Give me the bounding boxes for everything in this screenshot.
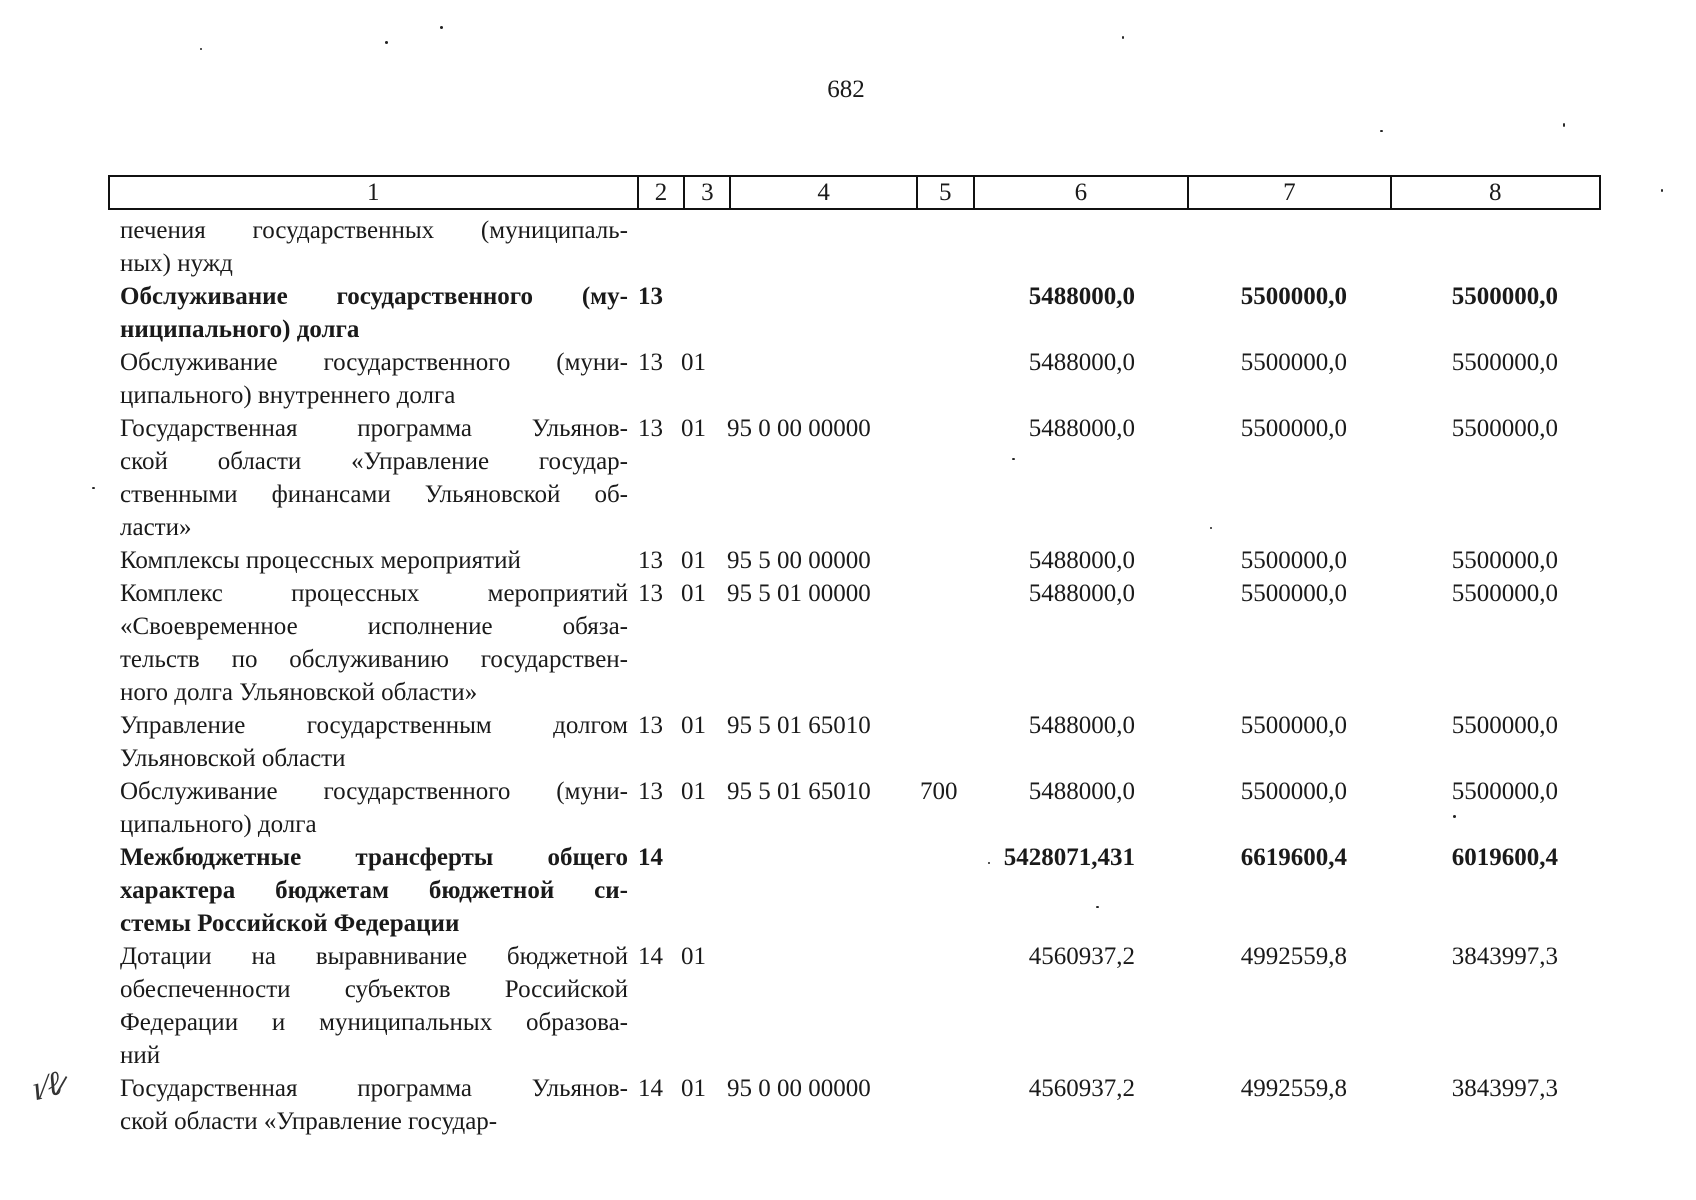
scan-speck bbox=[1563, 123, 1565, 127]
row-name-line: Управление государственным долгом bbox=[120, 712, 628, 739]
row-name-line: характера бюджетам бюджетной си- bbox=[120, 877, 628, 904]
row-name bbox=[108, 1072, 628, 1138]
target-article-code: 95 0 00 00000 bbox=[727, 1075, 871, 1102]
row-name-line: ных) нужд bbox=[120, 250, 233, 277]
row-name bbox=[108, 346, 628, 412]
table-body bbox=[108, 214, 1601, 1138]
value-col-8: 5500000,0 bbox=[1451, 349, 1558, 376]
header-col-7: 7 bbox=[1189, 177, 1391, 208]
target-article-code: 95 5 01 65010 bbox=[727, 712, 871, 739]
value-col-6: 5428071,431 bbox=[1003, 844, 1135, 871]
row-name-line: Межбюджетные трансферты общего bbox=[120, 844, 628, 871]
table-row bbox=[108, 412, 1601, 544]
row-name bbox=[108, 544, 628, 577]
value-col-7: 5500000,0 bbox=[1240, 349, 1347, 376]
row-name-line: Комплекс процессных мероприятий bbox=[120, 580, 628, 607]
row-name-line: ской области «Управление государ- bbox=[120, 1108, 498, 1135]
value-col-6: 5488000,0 bbox=[1028, 349, 1135, 376]
value-col-7: 5500000,0 bbox=[1240, 415, 1347, 442]
value-col-7: 5500000,0 bbox=[1240, 580, 1347, 607]
value-col-7: 6619600,4 bbox=[1240, 844, 1347, 871]
value-col-8: 5500000,0 bbox=[1451, 778, 1558, 805]
value-col-6: 4560937,2 bbox=[1028, 943, 1135, 970]
header-col-5: 5 bbox=[918, 177, 975, 208]
value-col-7: 5500000,0 bbox=[1240, 283, 1347, 310]
scan-speck bbox=[1012, 458, 1015, 460]
value-col-6: 5488000,0 bbox=[1028, 580, 1135, 607]
value-col-8: 5500000,0 bbox=[1451, 580, 1558, 607]
row-name-line: ниципального) долга bbox=[120, 316, 360, 343]
row-name-line: ного долга Ульяновской области» bbox=[120, 679, 478, 706]
scan-speck bbox=[440, 26, 443, 29]
expense-type-code bbox=[918, 1072, 975, 1138]
row-name-line: Федерации и муниципальных образова- bbox=[120, 1009, 628, 1036]
row-name-line: Комплексы процессных мероприятий bbox=[120, 547, 521, 574]
row-name bbox=[108, 412, 628, 544]
header-col-2: 2 bbox=[639, 177, 686, 208]
row-name-line: ласти» bbox=[120, 514, 192, 541]
row-name bbox=[108, 841, 628, 940]
value-col-6: 5488000,0 bbox=[1028, 547, 1135, 574]
subsection-code: 01 bbox=[681, 778, 706, 805]
row-name-line: ципального) долга bbox=[120, 811, 317, 838]
table-row bbox=[108, 577, 1601, 709]
row-name-line: стемы Российской Федерации bbox=[120, 910, 460, 937]
section-code bbox=[628, 214, 675, 280]
row-name bbox=[108, 940, 628, 1072]
expense-type-code bbox=[918, 940, 975, 1072]
section-code: 13 bbox=[638, 547, 663, 574]
target-article-code bbox=[721, 841, 918, 940]
value-col-8: 5500000,0 bbox=[1451, 712, 1558, 739]
value-col-6 bbox=[975, 214, 1190, 280]
row-name-line: ской области «Управление государ- bbox=[120, 448, 628, 475]
row-name-line: ственными финансами Ульяновской об- bbox=[120, 481, 628, 508]
scan-speck bbox=[1453, 815, 1456, 818]
expense-type-code bbox=[918, 346, 975, 412]
expense-type-code bbox=[918, 709, 975, 775]
subsection-code: 01 bbox=[681, 712, 706, 739]
subsection-code: 01 bbox=[681, 1075, 706, 1102]
scan-speck bbox=[1380, 130, 1383, 132]
page-number: 682 bbox=[827, 76, 865, 103]
target-article-code: 95 0 00 00000 bbox=[727, 415, 871, 442]
target-article-code: 95 5 00 00000 bbox=[727, 547, 871, 574]
subsection-code bbox=[675, 841, 721, 940]
row-name-line: Обслуживание государственного (муни- bbox=[120, 349, 628, 376]
expense-type-code bbox=[918, 577, 975, 709]
target-article-code bbox=[721, 214, 918, 280]
expense-type-code bbox=[918, 214, 975, 280]
handwritten-mark: ı⁄ℓ̷ bbox=[27, 1064, 66, 1109]
subsection-code: 01 bbox=[681, 943, 706, 970]
value-col-8: 3843997,3 bbox=[1451, 943, 1558, 970]
value-col-6: 5488000,0 bbox=[1028, 283, 1135, 310]
table-row bbox=[108, 841, 1601, 940]
target-article-code bbox=[721, 940, 918, 1072]
subsection-code: 01 bbox=[681, 580, 706, 607]
row-name-line: ний bbox=[120, 1042, 161, 1069]
expense-type-code bbox=[918, 412, 975, 544]
subsection-code bbox=[675, 280, 721, 346]
row-name-line: Ульяновской области bbox=[120, 745, 346, 772]
scan-speck bbox=[385, 41, 388, 44]
value-col-8: 5500000,0 bbox=[1451, 415, 1558, 442]
value-col-7: 4992559,8 bbox=[1240, 1075, 1347, 1102]
value-col-6: 5488000,0 bbox=[1028, 415, 1135, 442]
row-name-line: Государственная программа Ульянов- bbox=[120, 415, 628, 442]
subsection-code: 01 bbox=[681, 349, 706, 376]
header-col-3: 3 bbox=[685, 177, 731, 208]
value-col-8: 6019600,4 bbox=[1451, 844, 1558, 871]
value-col-8 bbox=[1393, 214, 1601, 280]
expense-type-code bbox=[918, 280, 975, 346]
target-article-code: 95 5 01 00000 bbox=[727, 580, 871, 607]
row-name bbox=[108, 280, 628, 346]
target-article-code bbox=[721, 346, 918, 412]
value-col-8: 5500000,0 bbox=[1451, 547, 1558, 574]
subsection-code: 01 bbox=[681, 415, 706, 442]
section-code: 13 bbox=[638, 712, 663, 739]
scan-speck bbox=[92, 487, 95, 489]
row-name-line: ципального) внутреннего долга bbox=[120, 382, 456, 409]
row-name-line: Государственная программа Ульянов- bbox=[120, 1075, 628, 1102]
table-header bbox=[108, 175, 1601, 210]
row-name-line: печения государственных (муниципаль- bbox=[120, 217, 628, 244]
table-row bbox=[108, 940, 1601, 1072]
table-row bbox=[108, 214, 1601, 280]
value-col-7: 5500000,0 bbox=[1240, 778, 1347, 805]
section-code: 14 bbox=[638, 1075, 663, 1102]
row-name bbox=[108, 709, 628, 775]
row-name-line: обеспеченности субъектов Российской bbox=[120, 976, 628, 1003]
row-name-line: Обслуживание государственного (муни- bbox=[120, 778, 628, 805]
table-row bbox=[108, 775, 1601, 841]
value-col-7 bbox=[1190, 214, 1393, 280]
header-col-8: 8 bbox=[1489, 179, 1502, 206]
expense-type-code bbox=[918, 544, 975, 577]
scan-speck bbox=[1096, 906, 1099, 908]
table-row bbox=[108, 1072, 1601, 1138]
table-row bbox=[108, 544, 1601, 577]
row-name bbox=[108, 214, 628, 280]
section-code: 13 bbox=[638, 349, 663, 376]
row-name bbox=[108, 577, 628, 709]
header-col-6: 6 bbox=[975, 177, 1189, 208]
row-name bbox=[108, 775, 628, 841]
scan-speck bbox=[1210, 527, 1212, 529]
target-article-code: 95 5 01 65010 bbox=[727, 778, 871, 805]
section-code: 13 bbox=[638, 283, 663, 310]
value-col-8: 5500000,0 bbox=[1451, 283, 1558, 310]
header-col-1: 1 bbox=[110, 177, 639, 208]
table-row bbox=[108, 709, 1601, 775]
table-row bbox=[108, 280, 1601, 346]
target-article-code bbox=[721, 280, 918, 346]
row-name-line: тельств по обслуживанию государствен- bbox=[120, 646, 628, 673]
row-name-line: Дотации на выравнивание бюджетной bbox=[120, 943, 628, 970]
section-code: 14 bbox=[638, 844, 663, 871]
scan-speck bbox=[1661, 189, 1663, 192]
section-code: 13 bbox=[638, 778, 663, 805]
row-name-line: «Своевременное исполнение обяза- bbox=[120, 613, 628, 640]
expense-type-code bbox=[918, 841, 975, 940]
value-col-6: 5488000,0 bbox=[1028, 712, 1135, 739]
value-col-8: 3843997,3 bbox=[1451, 1075, 1558, 1102]
section-code: 13 bbox=[638, 580, 663, 607]
scan-speck bbox=[1122, 36, 1124, 39]
subsection-code: 01 bbox=[681, 547, 706, 574]
scan-speck bbox=[988, 862, 990, 864]
scan-speck bbox=[200, 48, 202, 50]
row-name-line: Обслуживание государственного (му- bbox=[120, 283, 628, 310]
value-col-7: 5500000,0 bbox=[1240, 547, 1347, 574]
table-row bbox=[108, 346, 1601, 412]
value-col-7: 4992559,8 bbox=[1240, 943, 1347, 970]
section-code: 13 bbox=[638, 415, 663, 442]
subsection-code bbox=[675, 214, 721, 280]
section-code: 14 bbox=[638, 943, 663, 970]
value-col-6: 5488000,0 bbox=[1028, 778, 1135, 805]
header-col-4: 4 bbox=[731, 177, 918, 208]
expense-type-code: 700 bbox=[920, 778, 958, 805]
value-col-6: 4560937,2 bbox=[1028, 1075, 1135, 1102]
value-col-7: 5500000,0 bbox=[1240, 712, 1347, 739]
